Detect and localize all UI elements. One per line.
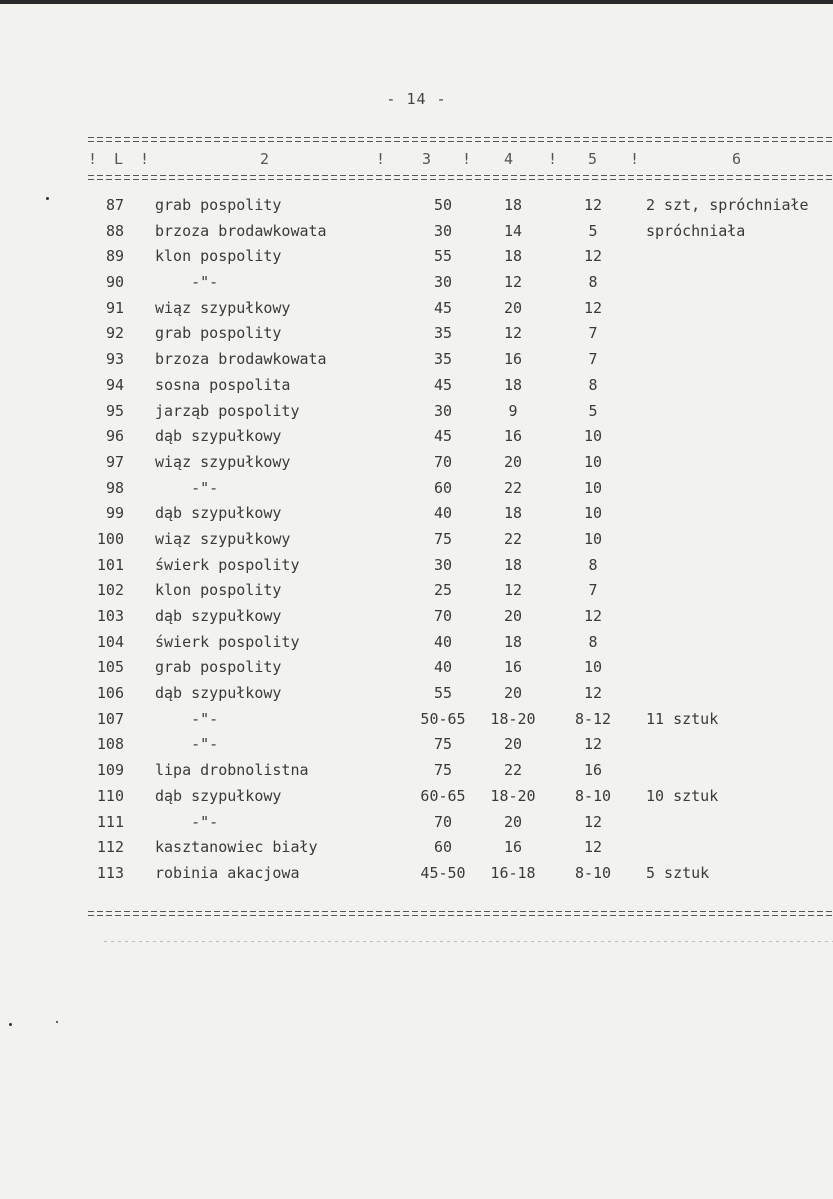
page-number: - 14 -: [386, 90, 447, 108]
row-number: 90: [105, 273, 124, 292]
remarks: 10 sztuk: [646, 786, 719, 805]
species-name: wiąz szypułkowy: [155, 298, 291, 317]
col-5-value: 8: [588, 375, 598, 394]
table-row: [0, 272, 833, 298]
col-3-value: 30: [433, 555, 453, 574]
col-5-value: 10: [583, 529, 603, 548]
col-3-value: 45: [433, 375, 453, 394]
col-5-value: 7: [588, 324, 598, 343]
row-number: 109: [96, 761, 124, 780]
col-4-value: 20: [503, 298, 523, 317]
row-number: 94: [105, 375, 124, 394]
header-separator: !: [376, 150, 386, 168]
col-5-value: 10: [583, 427, 603, 446]
table-row: [0, 657, 833, 683]
col-3-value: 50: [433, 196, 453, 214]
dotted-line: [104, 941, 833, 942]
row-number: 111: [96, 812, 124, 831]
row-number: 106: [96, 684, 124, 703]
scan-speck: [56, 1021, 58, 1023]
header-col-2: 2: [260, 150, 270, 168]
row-number: 95: [105, 401, 124, 420]
table-row: [0, 478, 833, 504]
col-4-value: 16: [503, 658, 523, 677]
species-name: -"-: [155, 735, 219, 754]
species-name: dąb szypułkowy: [155, 427, 282, 446]
species-name: świerk pospolity: [155, 632, 300, 651]
species-name: -"-: [155, 812, 219, 831]
col-5-value: 5: [588, 401, 598, 420]
table-row: [0, 298, 833, 324]
col-5-value: 8-10: [574, 786, 612, 805]
col-5-value: 12: [583, 196, 603, 214]
table-row: [0, 580, 833, 606]
col-4-value: 20: [503, 684, 523, 703]
species-name: jarząb pospolity: [155, 401, 300, 420]
col-3-value: 70: [433, 812, 453, 831]
species-name: -"-: [155, 273, 219, 292]
row-number: 113: [96, 863, 124, 882]
table-row: [0, 426, 833, 452]
col-4-value: 20: [503, 735, 523, 754]
col-3-value: 45: [433, 427, 453, 446]
table-row: [0, 812, 833, 838]
species-name: -"-: [155, 478, 219, 497]
species-name: dąb szypułkowy: [155, 607, 282, 625]
header-separator: !: [88, 150, 98, 168]
col-4-value: 22: [503, 478, 523, 497]
table-row: [0, 401, 833, 427]
col-4-value: 14: [503, 221, 523, 240]
row-number: 96: [105, 427, 124, 446]
row-number: 92: [105, 324, 124, 343]
col-3-value: 70: [433, 607, 453, 625]
col-5-value: 12: [583, 607, 603, 625]
row-number: 107: [96, 709, 124, 728]
table-row: [0, 349, 833, 375]
col-4-value: 22: [503, 529, 523, 548]
remarks: 2 szt, spróchniałe: [646, 196, 809, 214]
table-header: [0, 150, 833, 172]
col-3-value: 40: [433, 504, 453, 523]
col-3-value: 30: [433, 401, 453, 420]
species-name: dąb szypułkowy: [155, 504, 282, 523]
col-5-value: 16: [583, 761, 603, 780]
header-col-1: L: [114, 150, 124, 168]
species-name: robinia akacjowa: [155, 863, 300, 882]
header-col-5: 5: [588, 150, 598, 168]
col-4-value: 16: [503, 838, 523, 857]
row-number: 112: [96, 838, 124, 857]
col-4-value: 16-18: [490, 863, 536, 882]
col-4-value: 12: [503, 324, 523, 343]
header-separator: !: [140, 150, 150, 168]
col-3-value: 60-65: [420, 786, 466, 805]
table-row: [0, 632, 833, 658]
table-row: [0, 837, 833, 863]
row-number: 91: [105, 298, 124, 317]
table-row: [0, 606, 833, 632]
col-5-value: 10: [583, 478, 603, 497]
table-row: [0, 375, 833, 401]
col-3-value: 45: [433, 298, 453, 317]
header-separator: !: [462, 150, 472, 168]
col-3-value: 30: [433, 273, 453, 292]
species-name: kasztanowiec biały: [155, 838, 318, 857]
col-5-value: 7: [588, 581, 598, 600]
row-number: 89: [105, 247, 124, 266]
col-4-value: 16: [503, 350, 523, 369]
species-name: wiąz szypułkowy: [155, 529, 291, 548]
row-number: 105: [96, 658, 124, 677]
table-row: [0, 221, 833, 247]
col-4-value: 20: [503, 607, 523, 625]
row-number: 103: [96, 607, 124, 625]
table-row: [0, 863, 833, 889]
col-3-value: 30: [433, 221, 453, 240]
col-5-value: 12: [583, 298, 603, 317]
col-3-value: 60: [433, 838, 453, 857]
col-5-value: 8-10: [574, 863, 612, 882]
species-name: grab pospolity: [155, 196, 282, 214]
species-name: brzoza brodawkowata: [155, 350, 327, 369]
remarks: 5 sztuk: [646, 863, 710, 882]
table-row: [0, 246, 833, 272]
col-5-value: 10: [583, 658, 603, 677]
species-name: świerk pospolity: [155, 555, 300, 574]
col-4-value: 18: [503, 375, 523, 394]
col-4-value: 16: [503, 427, 523, 446]
row-number: 87: [105, 196, 124, 214]
table-row: [0, 195, 833, 221]
species-name: klon pospolity: [155, 581, 282, 600]
col-3-value: 75: [433, 529, 453, 548]
row-number: 93: [105, 350, 124, 369]
scan-speck: [46, 197, 49, 200]
header-top-rule: [88, 136, 833, 144]
col-3-value: 55: [433, 247, 453, 266]
remarks: spróchniała: [646, 221, 746, 240]
row-number: 108: [96, 735, 124, 754]
species-name: klon pospolity: [155, 247, 282, 266]
col-4-value: 18: [503, 196, 523, 214]
col-4-value: 9: [508, 401, 518, 420]
header-bottom-rule: [88, 174, 833, 182]
col-3-value: 70: [433, 452, 453, 471]
species-name: dąb szypułkowy: [155, 684, 282, 703]
col-5-value: 12: [583, 684, 603, 703]
col-5-value: 12: [583, 838, 603, 857]
table-row: [0, 683, 833, 709]
row-number: 99: [105, 504, 124, 523]
col-4-value: 20: [503, 452, 523, 471]
col-4-value: 18-20: [490, 786, 536, 805]
remarks: 11 sztuk: [646, 709, 719, 728]
scan-speck: [9, 1023, 12, 1026]
header-separator: !: [630, 150, 640, 168]
col-4-value: 18: [503, 247, 523, 266]
header-col-4: 4: [504, 150, 514, 168]
col-5-value: 8-12: [574, 709, 612, 728]
table-row: [0, 760, 833, 786]
species-name: brzoza brodawkowata: [155, 221, 327, 240]
species-name: -"-: [155, 709, 219, 728]
col-3-value: 50-65: [420, 709, 466, 728]
table-bottom-rule: [88, 910, 833, 918]
header-separator: !: [548, 150, 558, 168]
species-name: lipa drobnolistna: [155, 761, 309, 780]
row-number: 104: [96, 632, 124, 651]
col-4-value: 22: [503, 761, 523, 780]
table-body: [0, 195, 833, 889]
table-row: [0, 786, 833, 812]
col-3-value: 35: [433, 324, 453, 343]
col-5-value: 12: [583, 812, 603, 831]
col-5-value: 8: [588, 273, 598, 292]
species-name: sosna pospolita: [155, 375, 291, 394]
table-row: [0, 503, 833, 529]
table-row: [0, 734, 833, 760]
table-row: [0, 323, 833, 349]
col-5-value: 8: [588, 632, 598, 651]
col-4-value: 18: [503, 555, 523, 574]
row-number: 100: [96, 529, 124, 548]
row-number: 97: [105, 452, 124, 471]
col-3-value: 40: [433, 658, 453, 677]
row-number: 88: [105, 221, 124, 240]
col-3-value: 55: [433, 684, 453, 703]
col-3-value: 75: [433, 735, 453, 754]
row-number: 101: [96, 555, 124, 574]
col-4-value: 18: [503, 632, 523, 651]
col-3-value: 45-50: [420, 863, 466, 882]
col-5-value: 10: [583, 504, 603, 523]
row-number: 110: [96, 786, 124, 805]
col-5-value: 12: [583, 247, 603, 266]
col-3-value: 75: [433, 761, 453, 780]
col-5-value: 10: [583, 452, 603, 471]
col-5-value: 12: [583, 735, 603, 754]
col-5-value: 5: [588, 221, 598, 240]
col-4-value: 18: [503, 504, 523, 523]
col-4-value: 12: [503, 273, 523, 292]
row-number: 102: [96, 581, 124, 600]
col-3-value: 35: [433, 350, 453, 369]
col-4-value: 18-20: [490, 709, 536, 728]
table-row: [0, 555, 833, 581]
col-4-value: 20: [503, 812, 523, 831]
col-5-value: 7: [588, 350, 598, 369]
header-col-6: 6: [732, 150, 742, 168]
species-name: grab pospolity: [155, 324, 282, 343]
table-row: [0, 529, 833, 555]
species-name: wiąz szypułkowy: [155, 452, 291, 471]
scan-top-edge: [0, 0, 833, 4]
col-3-value: 40: [433, 632, 453, 651]
col-4-value: 12: [503, 581, 523, 600]
header-col-3: 3: [422, 150, 432, 168]
col-3-value: 25: [433, 581, 453, 600]
species-name: dąb szypułkowy: [155, 786, 282, 805]
species-name: grab pospolity: [155, 658, 282, 677]
col-5-value: 8: [588, 555, 598, 574]
table-row: [0, 452, 833, 478]
col-3-value: 60: [433, 478, 453, 497]
row-number: 98: [105, 478, 124, 497]
table-row: [0, 709, 833, 735]
